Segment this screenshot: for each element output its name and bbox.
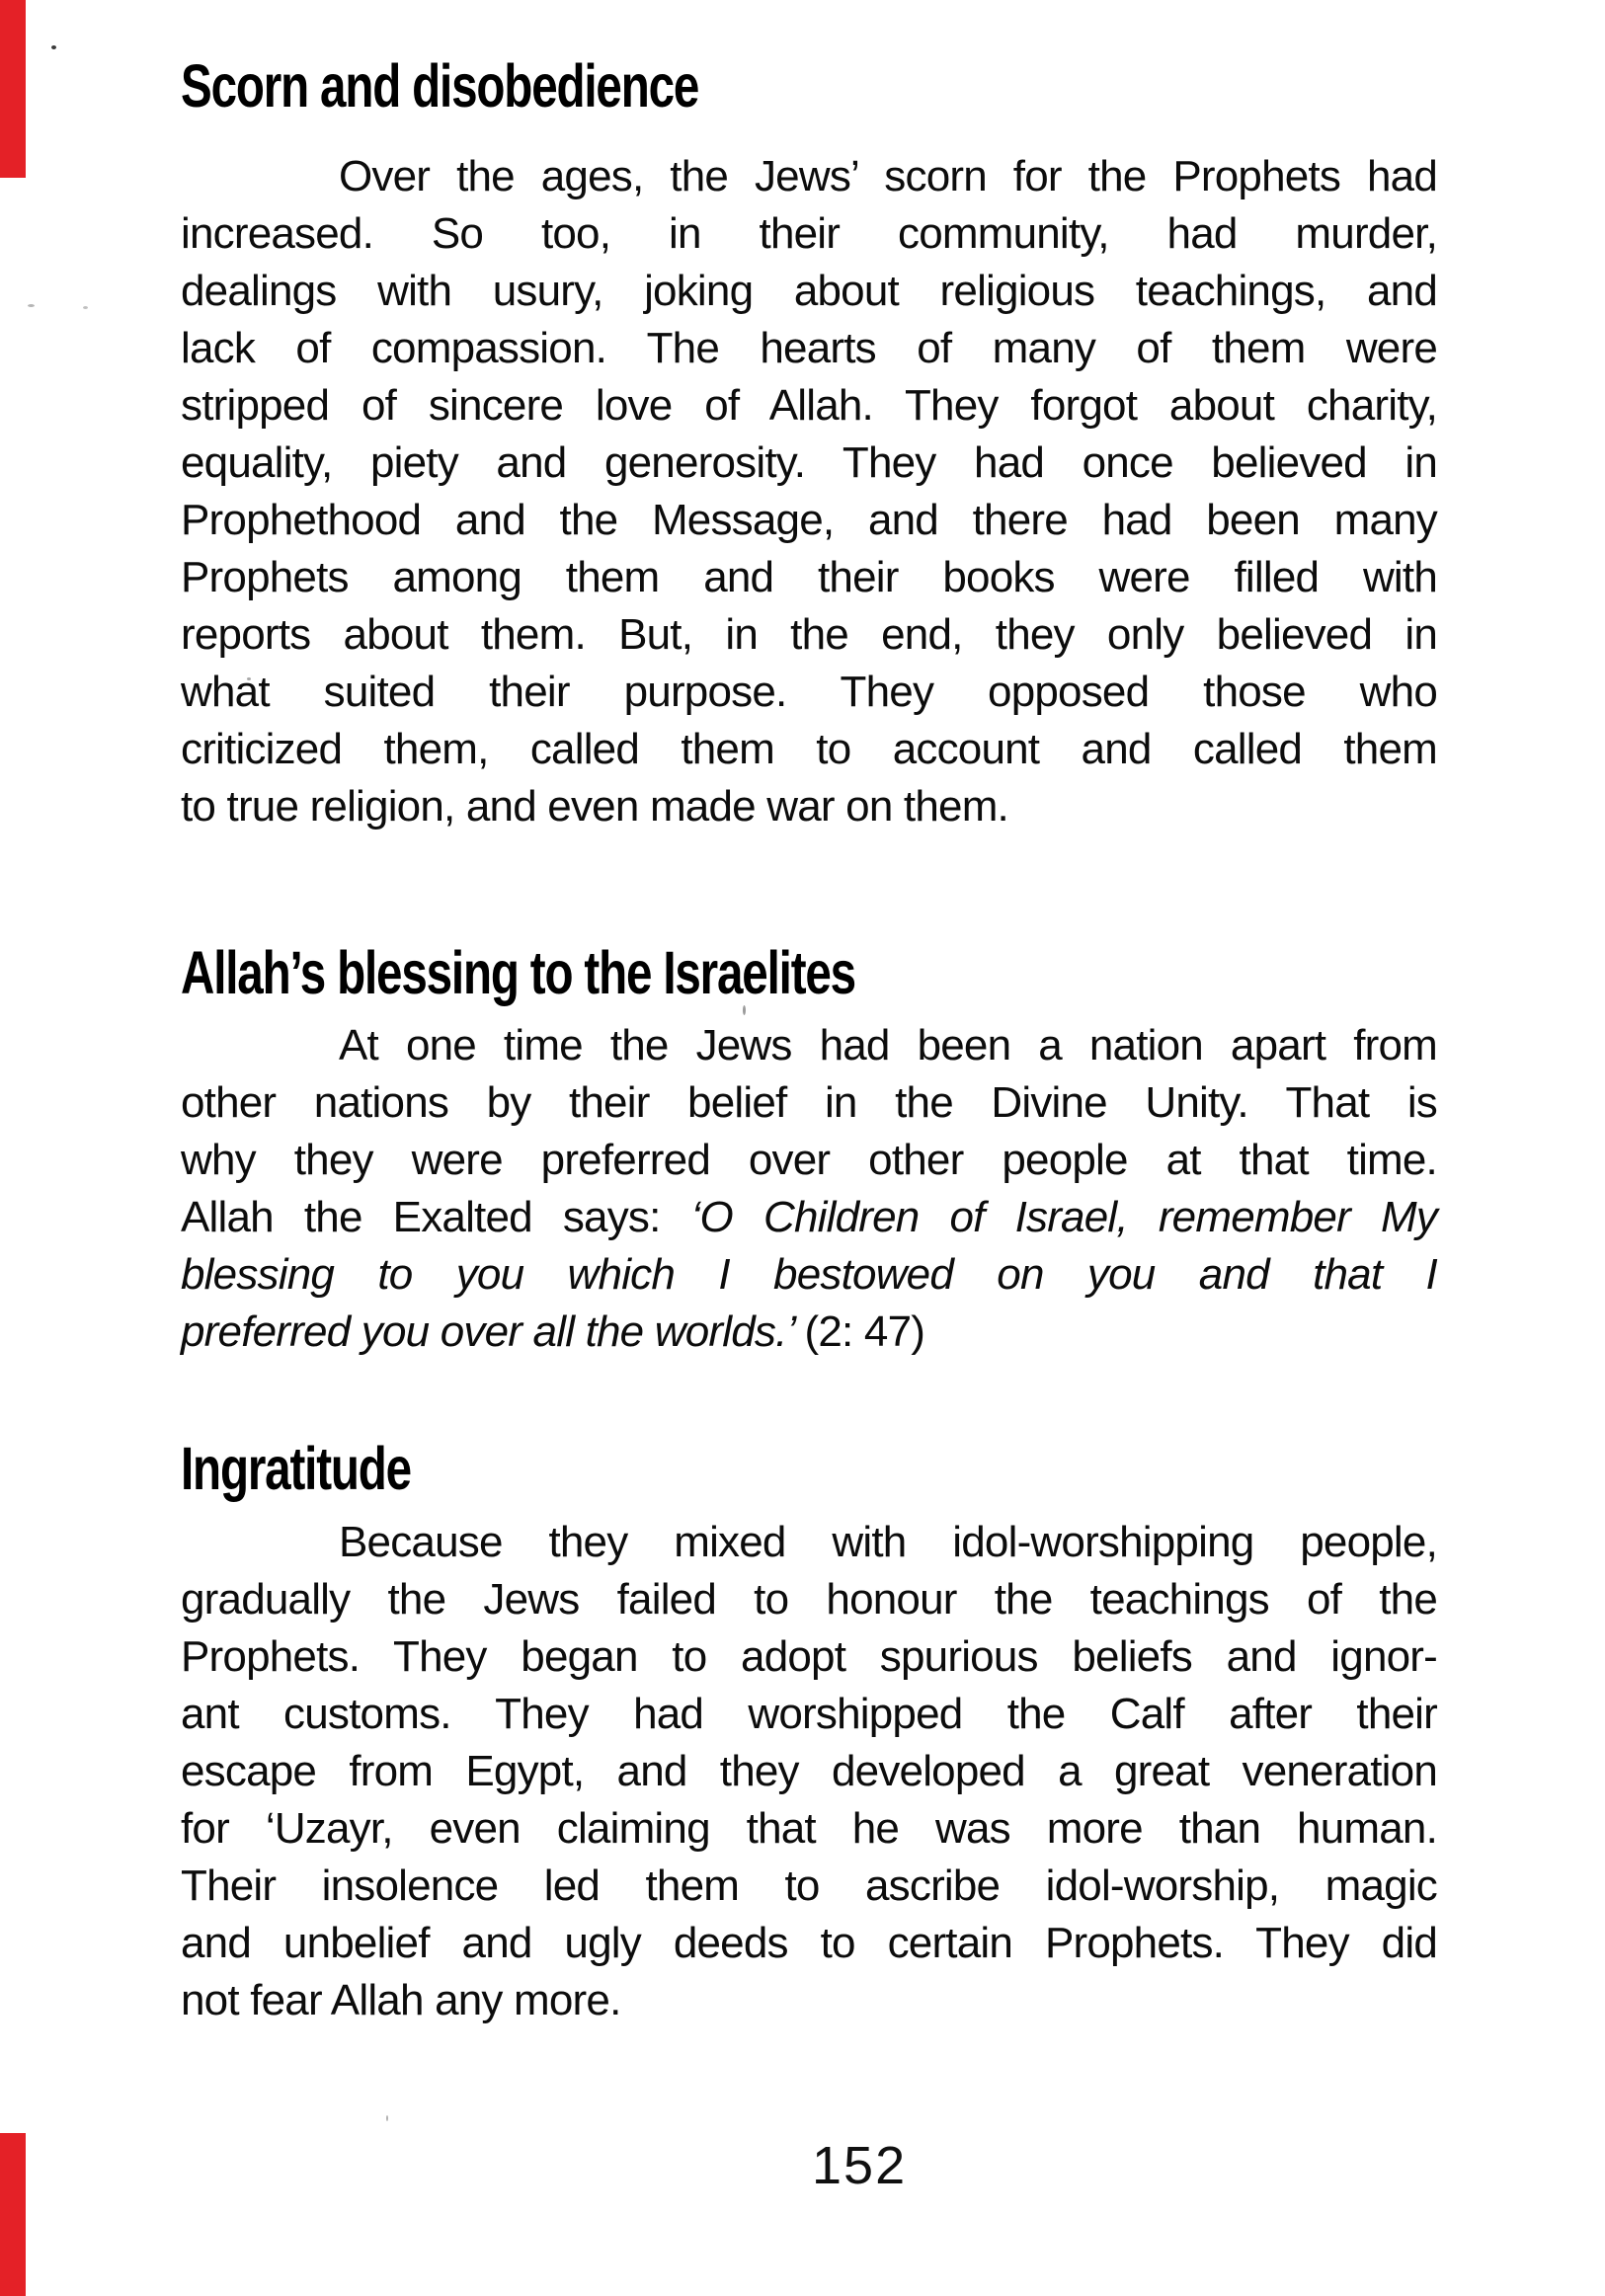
text-line (181, 1132, 1437, 1189)
text-line (181, 377, 1437, 435)
text-segment: criticized them, called them to account and called them (181, 725, 1437, 773)
text-segment: lack of compassion. The hearts of many of them were (181, 324, 1437, 372)
text-segment: escape from Egypt, and they developed a great veneration (181, 1747, 1437, 1795)
text-segment: At one time the Jews had been a nation apart from (339, 1021, 1437, 1069)
text-line (181, 1915, 1437, 1972)
text-segment: Allah the Exalted says: (181, 1193, 691, 1241)
text-line (181, 664, 1437, 721)
text-segment: gradually the Jews failed to honour the teachings of the (181, 1575, 1437, 1623)
text-segment: other nations by their belief in the Divine Unity. That is (181, 1078, 1437, 1127)
red-edge-mark-bottom (0, 2133, 26, 2296)
scan-speck (28, 304, 35, 307)
scan-speck (83, 306, 88, 309)
text-segment: Prophets among them and their books were filled with (181, 553, 1437, 601)
text-line (181, 1571, 1437, 1628)
text-line (181, 263, 1437, 320)
text-segment: Over the ages, the Jews’ scorn for the Prophets had (339, 152, 1437, 200)
text-line (181, 1017, 1437, 1074)
text-line (181, 1686, 1437, 1743)
text-segment: ant customs. They had worshipped the Calf after their (181, 1690, 1437, 1738)
paragraph-allahs-blessing (181, 1017, 1437, 1361)
text-line (181, 1246, 1437, 1304)
text-line (181, 1074, 1437, 1132)
text-segment: Because they mixed with idol-worshipping people, (339, 1518, 1437, 1566)
text-segment: ‘O Children of Israel, remember My (690, 1193, 1437, 1241)
text-line (181, 435, 1437, 492)
text-segment: what suited their purpose. They opposed those who (181, 668, 1437, 716)
red-edge-mark-top (0, 0, 26, 178)
text-segment: dealings with usury, joking about religious teachings, and (181, 267, 1437, 315)
text-line (181, 778, 1437, 835)
text-line (181, 721, 1437, 778)
text-segment: preferred you over all the worlds.’ (181, 1307, 805, 1356)
scan-speck (386, 2115, 388, 2121)
text-segment: for ‘Uzayr, even claiming that he was more than human. (181, 1804, 1437, 1853)
text-segment: Prophets. They began to adopt spurious beliefs and ignor- (181, 1632, 1437, 1681)
text-segment: (2: 47) (804, 1307, 925, 1356)
text-segment: stripped of sincere love of Allah. They forgot about charity, (181, 381, 1437, 430)
paragraph-ingratitude (181, 1514, 1437, 2029)
scan-speck (51, 45, 56, 49)
section-heading-ingratitude: Ingratitude (181, 1435, 411, 1502)
page-number: 152 (812, 2136, 908, 2195)
text-segment: Their insolence led them to ascribe idol-worship, magic (181, 1861, 1437, 1910)
text-line (181, 1972, 1437, 2029)
text-line (181, 1800, 1437, 1858)
text-segment: not fear Allah any more. (181, 1976, 621, 2024)
text-line (181, 1189, 1437, 1246)
text-segment: blessing to you which I bestowed on you and that I (181, 1250, 1437, 1299)
text-line (181, 1514, 1437, 1571)
text-segment: why they were preferred over other people at that time. (181, 1136, 1437, 1184)
text-segment: equality, piety and generosity. They had once believed in (181, 438, 1437, 487)
text-segment: increased. So too, in their community, had murder, (181, 209, 1437, 258)
text-line (181, 320, 1437, 377)
section-heading-scorn-and-disobedience: Scorn and disobedience (181, 52, 699, 119)
text-segment: and unbelief and ugly deeds to certain Prophets. They did (181, 1919, 1437, 1967)
text-segment: Prophethood and the Message, and there had been many (181, 496, 1437, 544)
text-line (181, 549, 1437, 606)
text-line (181, 492, 1437, 549)
text-line (181, 1858, 1437, 1915)
paragraph-scorn-and-disobedience (181, 148, 1437, 835)
text-line (181, 205, 1437, 263)
text-line (181, 1628, 1437, 1686)
section-heading-allahs-blessing: Allah’s blessing to the Israelites (181, 939, 855, 1006)
text-segment: to true religion, and even made war on them. (181, 782, 1008, 831)
text-line (181, 606, 1437, 664)
text-line (181, 1304, 1437, 1361)
text-line (181, 148, 1437, 205)
text-line (181, 1743, 1437, 1800)
text-segment: reports about them. But, in the end, they only believed in (181, 610, 1437, 659)
